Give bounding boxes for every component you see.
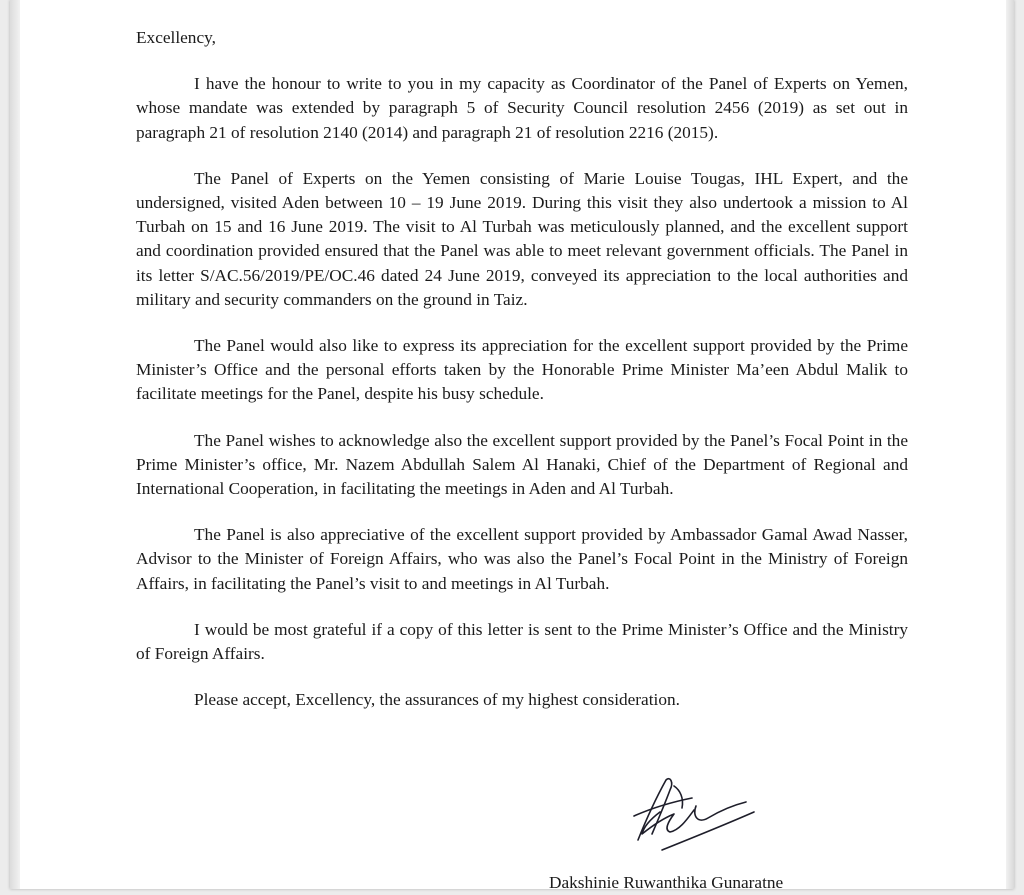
salutation: Excellency, <box>136 28 216 47</box>
signatory-name: Dakshinie Ruwanthika Gunaratne <box>549 873 784 892</box>
page-left-edge <box>10 0 20 889</box>
paragraph-mandate: I have the honour to write to you in my capacity as Coordinator of the Panel of Experts on Yemen, whose mandate was extended by paragraph 5 of Security Council resolution 2456 (2019) as set out in paragraph 21 of resolution 2140 (2014) and paragraph 21 of resolution 2216 (2015). <box>136 74 908 142</box>
paragraph-foreign-affairs: The Panel is also appreciative of the excellent support provided by Ambassador Gamal Awad Nasser, Advisor to the Minister of Foreign Affairs, who was also the Panel’s Focal Point in the Ministry of Foreign Affairs, in facilitating the Panel’s visit to and meetings in Al Turbah. <box>136 525 908 593</box>
paragraph-prime-minister: The Panel would also like to express its appreciation for the excellent support provided by the Prime Minister’s Office and the personal efforts taken by the Honorable Prime Minister Ma’een Abdul Malik to facilitate meetings for the Panel, despite his busy schedule. <box>136 336 908 404</box>
handwritten-signature <box>622 768 762 858</box>
page-right-edge <box>1006 0 1014 889</box>
paragraph-visit: The Panel of Experts on the Yemen consisting of Marie Louise Tougas, IHL Expert, and the undersigned, visited Aden between 10 – 19 June 2019. During this visit they also undertook a mission to Al Turbah on 15 and 16 June 2019. The visit to Al Turbah was meticulously planned, and the excellent support and coordination provided ensured that the Panel was able to meet relevant government officials. The Panel in its letter S/AC.56/2019/PE/OC.46 dated 24 June 2019, conveyed its appreciation to the local authorities and military and security commanders on the ground in Taiz. <box>136 168 908 309</box>
paragraph-focal-point: The Panel wishes to acknowledge also the excellent support provided by the Panel’s Focal Point in the Prime Minister’s office, Mr. Nazem Abdullah Salem Al Hanaki, Chief of the Department of Regional and International Cooperation, in facilitating the meetings in Aden and Al Turbah. <box>136 430 908 499</box>
letter-body <box>136 26 908 712</box>
letter-page <box>10 0 1014 892</box>
closing-line: Please accept, Excellency, the assurances of my highest consideration. <box>194 690 680 710</box>
paragraph-request: I would be most grateful if a copy of this letter is sent to the Prime Minister’s Office and the Ministry of Foreign Affairs. <box>136 619 908 664</box>
